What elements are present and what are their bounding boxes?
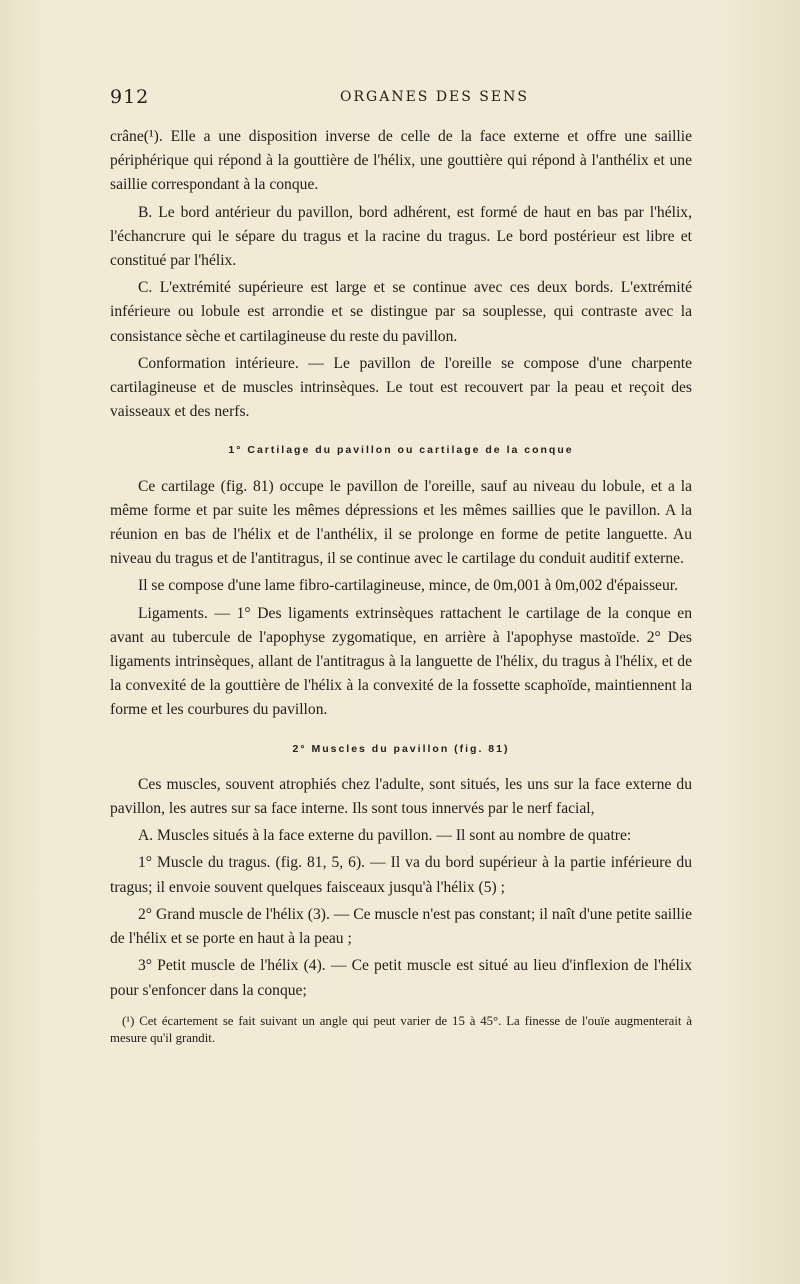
running-title: ORGANES DES SENS: [340, 89, 529, 105]
paragraph-6: Il se compose d'une lame fibro-cartilagineuse, mince, de 0m,001 à 0m,002 d'épaisseur.: [138, 577, 678, 595]
paragraph-9: A. Muscles situés à la face externe du pavillon. — Il sont au nombre de quatre:: [138, 827, 632, 845]
paragraph-11: 2° Grand muscle de l'hélix (3). — Ce muscle n'est pas constant; il naît d'une petite saillie de l'hélix et se porte en haut à la peau ;: [110, 905, 692, 948]
page-number: 912: [110, 86, 150, 108]
paragraph-7: Ligaments. — 1° Des ligaments extrinsèques rattachent le cartilage de la conque en avant au tubercule de l'apophyse zygomatique, en arrière à l'apophyse mastoïde. 2° Des ligaments intrinsèques, allant de l'antitragus à la languette de l'hélix, du tragus à l'hélix, et de la convexité de la gouttière de l'hélix à la convexité de la fossette scaphoïde, maintiennent la forme et les courbures du pavillon.: [110, 604, 692, 719]
footnote: (¹) Cet écartement se fait suivant un angle qui peut varier de 15 à 45°. La finesse de l'ouïe augmenterait à mesure qu'il grandit.: [110, 1013, 692, 1045]
paragraph-4: Conformation intérieure. — Le pavillon de l'oreille se compose d'une charpente cartilagineuse et de muscles intrinsèques. Le tout est recouvert par la peau et reçoit des vaisseaux et des nerfs.: [110, 354, 692, 421]
page-header: [110, 86, 690, 110]
paragraph-8: Ces muscles, souvent atrophiés chez l'adulte, sont situés, les uns sur la face externe du pavillon, les autres sur sa face interne. Ils sont tous innervés par le nerf facial,: [110, 775, 692, 818]
paragraph-2: B. Le bord antérieur du pavillon, bord adhérent, est formé de haut en bas par l'hélix, l'échancrure qui le sépare du tragus et la racine du tragus. Le bord postérieur est libre et constitué par l'hélix.: [110, 203, 692, 270]
paragraph-5: Ce cartilage (fig. 81) occupe le pavillon de l'oreille, sauf au niveau du lobule, et a la même forme et par suite les mêmes dépressions et les mêmes saillies que le pavillon. A la réunion en bas de l'hélix et de l'anthélix, il se prolonge en forme de petite languette. Au niveau du tragus et de l'antitragus, il se continue avec le cartilage du conduit auditif externe.: [110, 477, 692, 568]
body-text: [110, 125, 692, 1050]
paragraph-10: 1° Muscle du tragus. (fig. 81, 5, 6). — Il va du bord supérieur à la partie inférieure du tragus; il envoie souvent quelques faisceaux jusqu'à l'hélix (5) ;: [110, 854, 692, 896]
section-heading-muscles: 2° Muscles du pavillon (fig. 81): [292, 742, 510, 755]
section-heading-cartilage: 1° Cartilage du pavillon ou cartilage de la conque: [228, 444, 574, 457]
paragraph-1: crâne(¹). Elle a une disposition inverse de celle de la face externe et offre une saillie périphérique qui répond à la gouttière de l'hélix, une gouttière qui répond à l'anthélix et une saillie correspondant à la conque.: [110, 128, 692, 194]
paragraph-3: C. L'extrémité supérieure est large et se continue avec ces deux bords. L'extrémité inférieure ou lobule est arrondie et se distingue par sa souplesse, qui contraste avec la consistance sèche et cartilagineuse du reste du pavillon.: [110, 279, 692, 345]
paragraph-12: 3° Petit muscle de l'hélix (4). — Ce petit muscle est situé au lieu d'inflexion de l'hélix pour s'enfoncer dans la conque;: [110, 957, 692, 999]
